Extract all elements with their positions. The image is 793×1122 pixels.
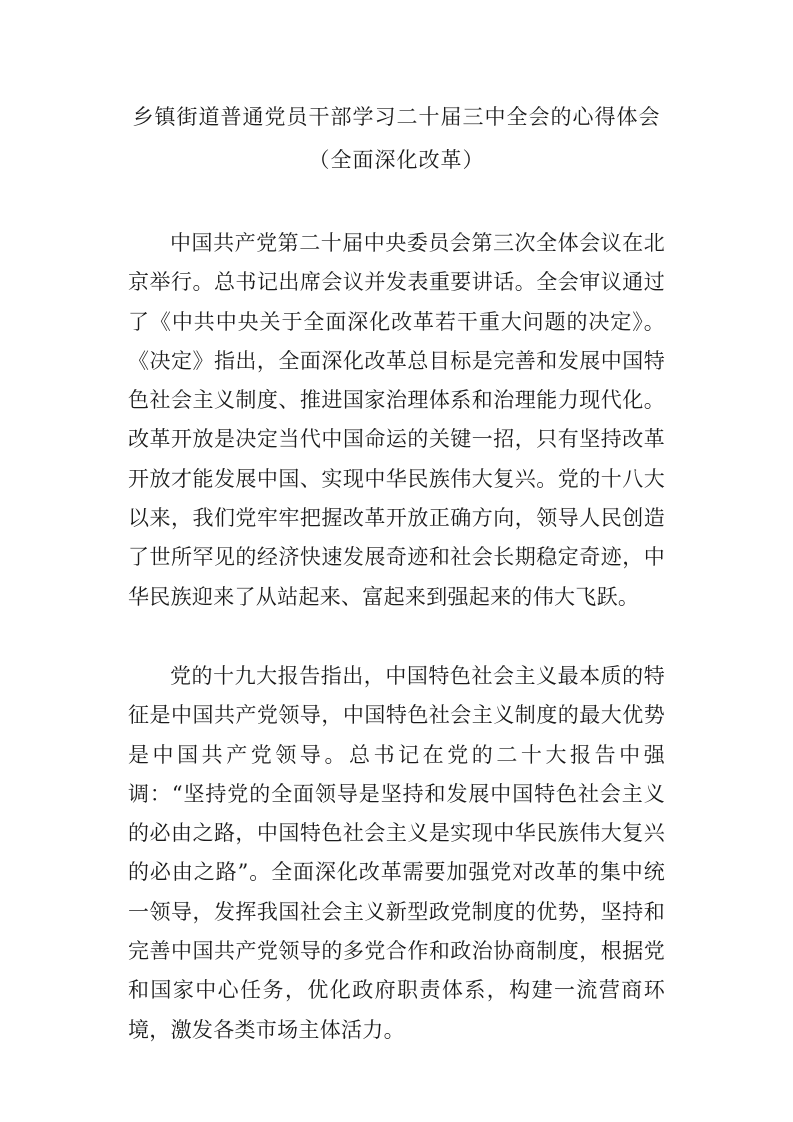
body-paragraph: 中国共产党第二十届中央委员会第三次全体会议在北京举行。总书记出席会议并发表重要讲话。全会审议通过了《中共中央关于全面深化改革若干重大问题的决定》。《决定》指出，全面深化改革总目标是完善和发展中国特色社会主义制度、推进国家治理体系和治理能力现代化。改革开放是决定当代中国命运的关键一招，只有坚持改革开放才能发展中国、实现中华民族伟大复兴。党的十八大以来，我们党牢牢把握改革开放正确方向，领导人民创造了世所罕见的经济快速发展奇迹和社会长期稳定奇迹，中华民族迎来了从站起来、富起来到强起来的伟大飞跃。 <box>128 231 665 609</box>
body-paragraph: 党的十九大报告指出，中国特色社会主义最本质的特征是中国共产党领导，中国特色社会主义制度的最大优势是中国共产党领导。总书记在党的二十大报告中强调：“坚持党的全面领导是坚持和发展中国特色社会主义的必由之路，中国特色社会主义是实现中华民族伟大复兴的必由之路”。全面深化改革需要加强党对改革的集中统一领导，发挥我国社会主义新型政党制度的优势，坚持和完善中国共产党领导的多党合作和政治协商制度，根据党和国家中心任务，优化政府职责体系，构建一流营商环境，激发各类市场主体活力。 <box>128 663 665 1042</box>
document-title: 乡镇街道普通党员干部学习二十届三中全会的心得体会（全面深化改革） <box>132 105 661 172</box>
